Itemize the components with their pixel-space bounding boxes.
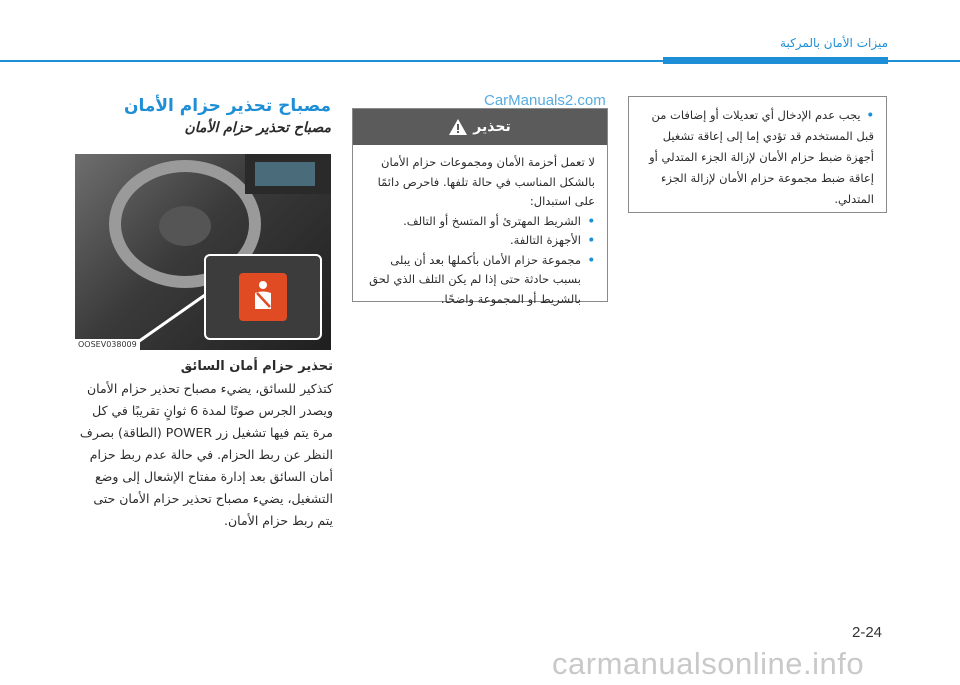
section-title: مصباح تحذير حزام الأمان [123, 96, 331, 116]
dashboard-photo [75, 154, 331, 350]
body-text [75, 356, 333, 532]
page-number: 2-24 [852, 624, 883, 641]
body-lead: تحذير حزام أمان السائق [180, 359, 333, 374]
warning-body [353, 145, 607, 309]
warning-triangle-icon [449, 119, 467, 135]
list-item: • مجموعة حزام الأمان بأكملها بعد أن يبلى بسبب حادثة حتى إذا لم يكن التلف الذي لحق بالشريط أو المجموعة واضحًا. [365, 251, 595, 310]
chapter-title: ميزات الأمان بالمركبة [780, 36, 888, 50]
note-box [628, 96, 887, 213]
body-paragraph: كتذكير للسائق، يضيء مصباح تحذير حزام الأمان ويصدر الجرس صوتًا لمدة 6 ثوانٍ تقريبًا في كل مرة يتم فيها تشغيل زر POWER (الطاقة) بصرف النظر عن ربط الحزام. في حالة عدم ربط حزام أمان السائق بعد إدارة مفتاح الإشعال إلى وضع التشغيل، يضيء مصباح تحذير حزام الأمان حتى يتم ربط حزام الأمان. [79, 381, 333, 528]
section-heading [75, 96, 331, 138]
warning-intro: لا تعمل أحزمة الأمان ومجموعات حزام الأمان بالشكل المناسب في حالة تلفها. فاحرص دائمًا على استبدال: [377, 155, 595, 208]
watermark-bottom: carmanualsonline.info [552, 646, 865, 681]
seatbelt-warning-icon [239, 273, 287, 321]
watermark-top[interactable]: CarManuals2.com [484, 92, 606, 109]
list-item: • الأجهزة التالفة. [365, 231, 595, 251]
seatbelt-indicator-callout [204, 254, 322, 340]
warning-header [353, 109, 607, 145]
header-accent-bar [663, 57, 888, 64]
warning-box [352, 108, 608, 306]
note-text: يجب عدم الإدخال أي تعديلات أو إضافات من قبل المستخدم قد تؤدي إما إلى إعاقة تشغيل أجهزة ضبط حزام الأمان لإزالة الجزء المتدلي أو إعاقة ضبط مجموعة حزام الأمان لإزالة الجزء المتدلي. [649, 108, 874, 206]
warning-title: تحذير [473, 119, 511, 135]
figure-caption: OOSEV038009 [75, 339, 140, 350]
bullet-icon: • [866, 108, 874, 122]
warning-list [365, 212, 595, 310]
list-item: • الشريط المهترئ أو المتسخ أو التالف. [365, 212, 595, 232]
section-subtitle: مصباح تحذير حزام الأمان [184, 120, 331, 136]
